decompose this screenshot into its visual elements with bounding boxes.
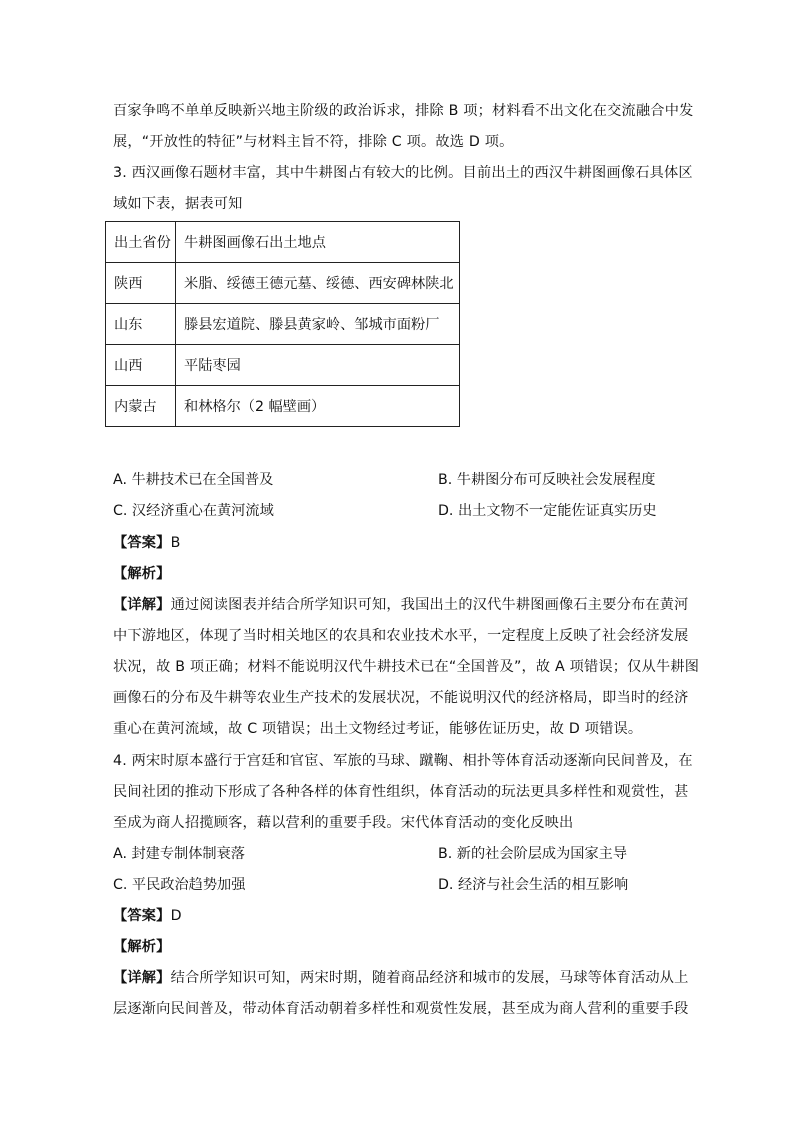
q3-option-c: C. 汉经济重心在黄河流域 — [113, 503, 274, 519]
q4-option-c: C. 平民政治趋势加强 — [113, 877, 246, 893]
answer-label: 【答案】 — [113, 908, 171, 924]
q4-option-a: A. 封建专制体制衰落 — [113, 846, 245, 862]
q3-detail-line-4: 画像石的分布及牛耕等农业生产技术的发展状况，不能说明汉代的经济格局，即当时的经济 — [113, 690, 689, 706]
q3-option-d: D. 出土文物不一定能佐证真实历史 — [438, 503, 657, 519]
table-cell: 山西 — [106, 345, 176, 386]
table-header-cell: 出土省份 — [106, 222, 176, 263]
q3-option-a: A. 牛耕技术已在全国普及 — [113, 472, 274, 488]
q4-analysis-label — [113, 937, 171, 957]
table-cell: 陕西 — [106, 263, 176, 304]
table-row — [106, 263, 460, 304]
q3-detail-line-5: 重心在黄河流域，故 C 项错误；出土文物经过考证，能够佐证历史，故 D 项错误。 — [113, 721, 643, 737]
detail-label: 【详解】 — [113, 970, 171, 986]
q4-answer — [113, 906, 182, 926]
table-cell: 平陆枣园 — [176, 345, 460, 386]
table-cell: 滕县宏道院、滕县黄家岭、邹城市面粉厂 — [176, 304, 460, 345]
analysis-label: 【解析】 — [113, 566, 171, 582]
q4-option-b: B. 新的社会阶层成为国家主导 — [438, 846, 628, 862]
q4-stem-line-2: 民间社团的推动下形成了各种各样的体育性组织，体育活动的玩法更具多样性和观赏性，甚 — [113, 784, 689, 800]
prev-analysis-line-1: 百家争鸣不单单反映新兴地主阶级的政治诉求，排除 B 项；材料看不出文化在交流融合中发 — [113, 103, 694, 119]
q3-answer — [113, 533, 181, 553]
table-cell: 山东 — [106, 304, 176, 345]
detail-text: 结合所学知识可知，两宋时期，随着商品经济和城市的发展，马球等体育活动从上 — [170, 970, 689, 986]
q4-stem-line-3: 至成为商人招揽顾客，藉以营利的重要手段。宋代体育活动的变化反映出 — [113, 815, 574, 831]
analysis-label: 【解析】 — [113, 939, 171, 955]
q4-stem-line-1: 4. 两宋时原本盛行于宫廷和官宦、军旅的马球、蹴鞠、相扑等体育活动逐渐向民间普及，在 — [113, 753, 693, 769]
table-cell: 内蒙古 — [106, 386, 176, 427]
table-header-cell: 牛耕图画像石出土地点 — [176, 222, 460, 263]
q3-detail-line-3: 状况，故 B 项正确；材料不能说明汉代牛耕技术已在“全国普及”，故 A 项错误；仅从牛耕图 — [113, 659, 700, 675]
prev-analysis-line-2: 展，“开放性的特征”与材料主旨不符，排除 C 项。故选 D 项。 — [113, 134, 514, 150]
q4-option-d: D. 经济与社会生活的相互影响 — [438, 877, 629, 893]
table-cell: 和林格尔（2 幅壁画） — [176, 386, 460, 427]
table-cell: 米脂、绥德王德元墓、绥德、西安碑林陕北 — [176, 263, 460, 304]
q3-stem-line-2: 域如下表，据表可知 — [113, 196, 243, 212]
table-row — [106, 386, 460, 427]
table-header-row — [106, 222, 460, 263]
q3-option-b: B. 牛耕图分布可反映社会发展程度 — [438, 472, 656, 488]
q3-detail-line-2: 中下游地区，体现了当时相关地区的农具和农业技术水平，一定程度上反映了社会经济发展 — [113, 628, 689, 644]
answer-value: B — [170, 535, 181, 551]
detail-label: 【详解】 — [113, 597, 171, 613]
detail-text: 通过阅读图表并结合所学知识可知，我国出土的汉代牛耕图画像石主要分布在黄河 — [170, 597, 689, 613]
q3-detail-line-1 — [113, 595, 689, 615]
q4-detail-line-2: 层逐渐向民间普及，带动体育活动朝着多样性和观赏性发展，甚至成为商人营利的重要手段 — [113, 1001, 689, 1017]
q3-stem-line-1: 3. 西汉画像石题材丰富，其中牛耕图占有较大的比例。目前出土的西汉牛耕图画像石具体区 — [113, 165, 693, 181]
q3-table — [105, 221, 460, 427]
answer-label: 【答案】 — [113, 535, 171, 551]
answer-value: D — [170, 908, 182, 924]
table-row — [106, 345, 460, 386]
table-row — [106, 304, 460, 345]
q3-analysis-label — [113, 564, 171, 584]
q4-detail-line-1 — [113, 968, 689, 988]
